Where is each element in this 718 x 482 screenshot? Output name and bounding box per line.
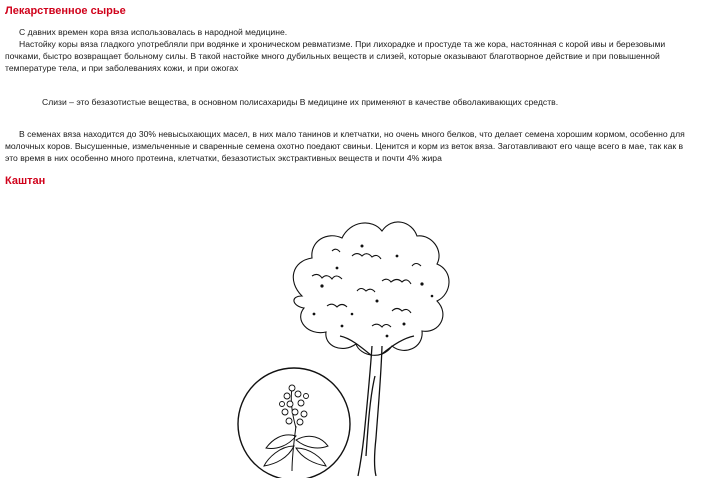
paragraph-line: это время в них особенно много протеина, клетчатки, безазотистых экстрактивных веществ и почти 4% жира [5,153,442,163]
paragraph-line: почками, быстро возвращает больному силы. В такой настойке много дубильных веществ и слизей, которые оказывают благотворное действие и при повышенной [5,51,660,61]
section-heading-medicinal: Лекарственное сырье [5,5,126,17]
tree-canopy-texture [313,245,434,338]
chestnut-tree-illustration [232,196,468,478]
paragraph-mucilage: Слизи – это безазотистые вещества, в основном полисахариды В медицине их применяют в качестве обволакивающих средств. [42,97,559,107]
tree-canopy [293,222,449,355]
paragraph-line: С давних времен кора вяза использовалась в народной медицине. [19,27,288,37]
paragraph-line: Настойку коры вяза гладкого употребляли при водянке и хроническом ревматизме. При лихорадке и простуде та же кора, настоянная с корой ивы и березовыми [19,39,666,49]
detail-circle [238,368,350,478]
tree-trunk [340,336,414,476]
paragraph-line: В семенах вяза находится до 30% невысыхающих масел, в них мало танинов и клетчатки, но очень много белков, что делает семена хорошим кормом, особенно для [19,129,685,139]
section-heading-chestnut: Каштан [5,175,46,187]
paragraph-line: температуре тела, и при заболеваниях кожи, и при ожогах [5,63,239,73]
paragraph-bark-use [5,26,709,74]
paragraph-seeds [5,128,709,164]
paragraph-line: молочных коров. Высушенные, измельченные и сваренные семена охотно поедают свиньи. Ценится и корм из веток вяза. Заготавливают его чаще всего в мае, так как в [5,141,684,151]
